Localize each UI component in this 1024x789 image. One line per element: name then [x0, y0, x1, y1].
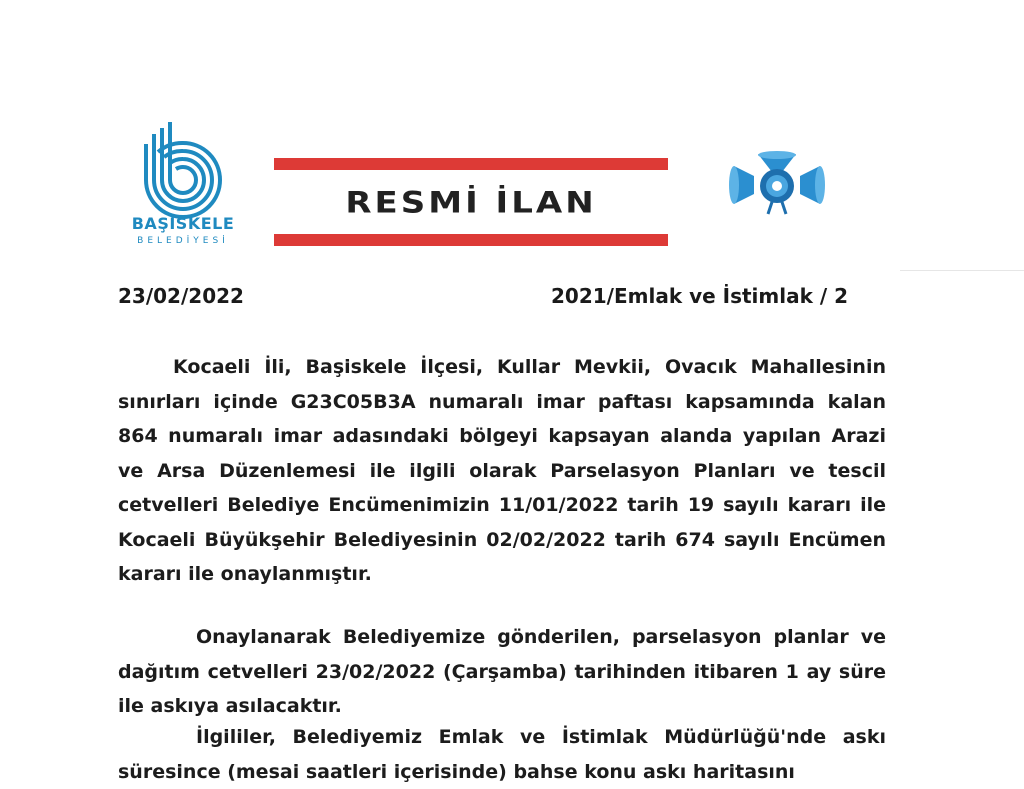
banner-top-bar: [274, 158, 668, 170]
municipality-logo-icon: [140, 118, 226, 210]
notice-date: 23/02/2022: [118, 284, 244, 308]
scan-artifact-line: [900, 270, 1024, 271]
notice-reference: 2021/Emlak ve İstimlak / 2: [551, 284, 849, 308]
banner-title: RESMİ İLAN: [345, 186, 597, 220]
megaphone-icon: [728, 150, 826, 216]
official-notice-banner: [274, 158, 668, 246]
body-paragraph-3: İlgililer, Belediyemiz Emlak ve İstimlak Müdürlüğü'nde askı süresince (mesai saatleri içerisinde) bahse konu askı haritasını: [118, 726, 886, 783]
body-paragraph-1: Kocaeli İli, Başiskele İlçesi, Kullar Mevkii, Ovacık Mahallesinin sınırları içinde G23C05B3A numaralı imar paftası kapsamında kalan 864 numaralı imar adasındaki bölgeyi kapsayan alanda yapılan Arazi ve Arsa Düzenlemesi ile ilgili olarak Parselasyon Planları ve tescil cetvelleri Belediye Encümenimizin 11/01/2022 tarih 19 sayılı kararı ile Kocaeli Büyükşehir Belediyesinin 02/02/2022 tarih 674 sayılı Encümen kararı ile onaylanmıştır.: [118, 356, 886, 585]
body-paragraph-2: Onaylanarak Belediyemize gönderilen, parselasyon planlar ve dağıtım cetvelleri 23/02/2022 (Çarşamba) tarihinden itibaren 1 ay süre ile askıya asılacaktır.: [118, 626, 886, 717]
logo-subtitle: BELEDİYESİ: [137, 236, 229, 246]
municipality-logo: [128, 118, 238, 253]
logo-name: BAŞİSKELE: [131, 214, 235, 233]
banner-bottom-bar: [274, 234, 668, 246]
